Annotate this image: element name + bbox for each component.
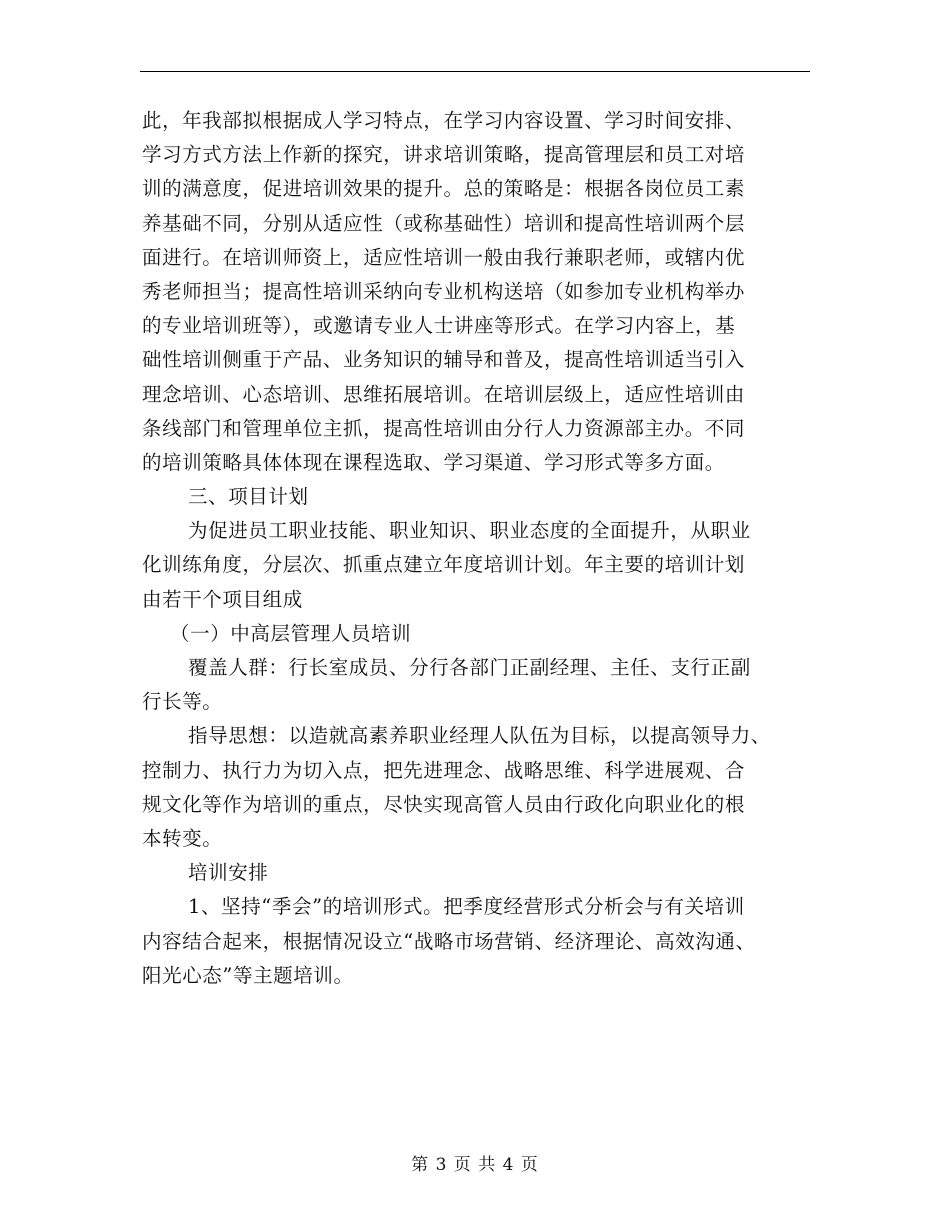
body-text bbox=[142, 104, 810, 993]
text-line: 规文化等作为培训的重点，尽快实现高管人员由行政化向职业化的根 bbox=[142, 792, 746, 816]
text-line: 秀老师担当；提高性培训采纳向专业机构送培（如参加专业机构举办 bbox=[142, 279, 746, 303]
text-line: 础性培训侧重于产品、业务知识的辅导和普及，提高性培训适当引入 bbox=[142, 348, 746, 372]
text-line: 的专业培训班等），或邀请专业人士讲座等形式。在学习内容上，基 bbox=[142, 314, 736, 338]
page-footer: 第 3 页 共 4 页 bbox=[411, 1155, 539, 1175]
text-line: 本转变。 bbox=[142, 826, 223, 850]
text-line: 为促进员工职业技能、职业知识、职业态度的全面提升，从职业 bbox=[188, 519, 751, 543]
text-line: 阳光心态”等主题培训。 bbox=[142, 963, 354, 987]
text-line: 指导思想：以造就高素养职业经理人队伍为目标，以提高领导力、 bbox=[188, 724, 771, 748]
text-line: 面进行。在培训师资上，适应性培训一般由我行兼职老师，或辖内优 bbox=[142, 245, 746, 269]
text-line: 的培训策略具体体现在课程选取、学习渠道、学习形式等多方面。 bbox=[142, 450, 725, 474]
text-line: 培训安排 bbox=[188, 861, 269, 885]
header-rule bbox=[140, 71, 810, 72]
text-line: 训的满意度，促进培训效果的提升。总的策略是：根据各岗位员工素 bbox=[142, 177, 746, 201]
text-line: 行长等。 bbox=[142, 690, 223, 714]
text-line: 覆盖人群：行长室成员、分行各部门正副经理、主任、支行正副 bbox=[188, 656, 751, 679]
text-line: 由若干个项目组成 bbox=[142, 587, 303, 611]
text-line: 条线部门和管理单位主抓，提高性培训由分行人力资源部主办。不同 bbox=[142, 416, 746, 440]
text-line: 1、坚持“季会”的培训形式。把季度经营形式分析会与有关培训 bbox=[188, 895, 745, 919]
text-line: 控制力、执行力为切入点，把先进理念、战略思维、科学进展观、合 bbox=[142, 758, 746, 782]
section-heading: 三、项目计划 bbox=[188, 485, 309, 509]
text-line: 内容结合起来，根据情况设立“战略市场营销、经济理论、高效沟通、 bbox=[142, 929, 756, 953]
text-line: 养基础不同，分别从适应性（或称基础性）培训和提高性培训两个层 bbox=[142, 211, 746, 235]
text-line: 理念培训、心态培训、思维拓展培训。在培训层级上，适应性培训由 bbox=[142, 382, 746, 406]
text-line: 化训练角度，分层次、抓重点建立年度培训计划。年主要的培训计划 bbox=[142, 553, 746, 577]
subsection-heading: （一）中高层管理人员培训 bbox=[170, 621, 412, 645]
text-line: 此，年我部拟根据成人学习特点，在学习内容设置、学习时间安排、 bbox=[142, 109, 746, 132]
text-line: 学习方式方法上作新的探究，讲求培训策略，提高管理层和员工对培 bbox=[142, 143, 746, 167]
